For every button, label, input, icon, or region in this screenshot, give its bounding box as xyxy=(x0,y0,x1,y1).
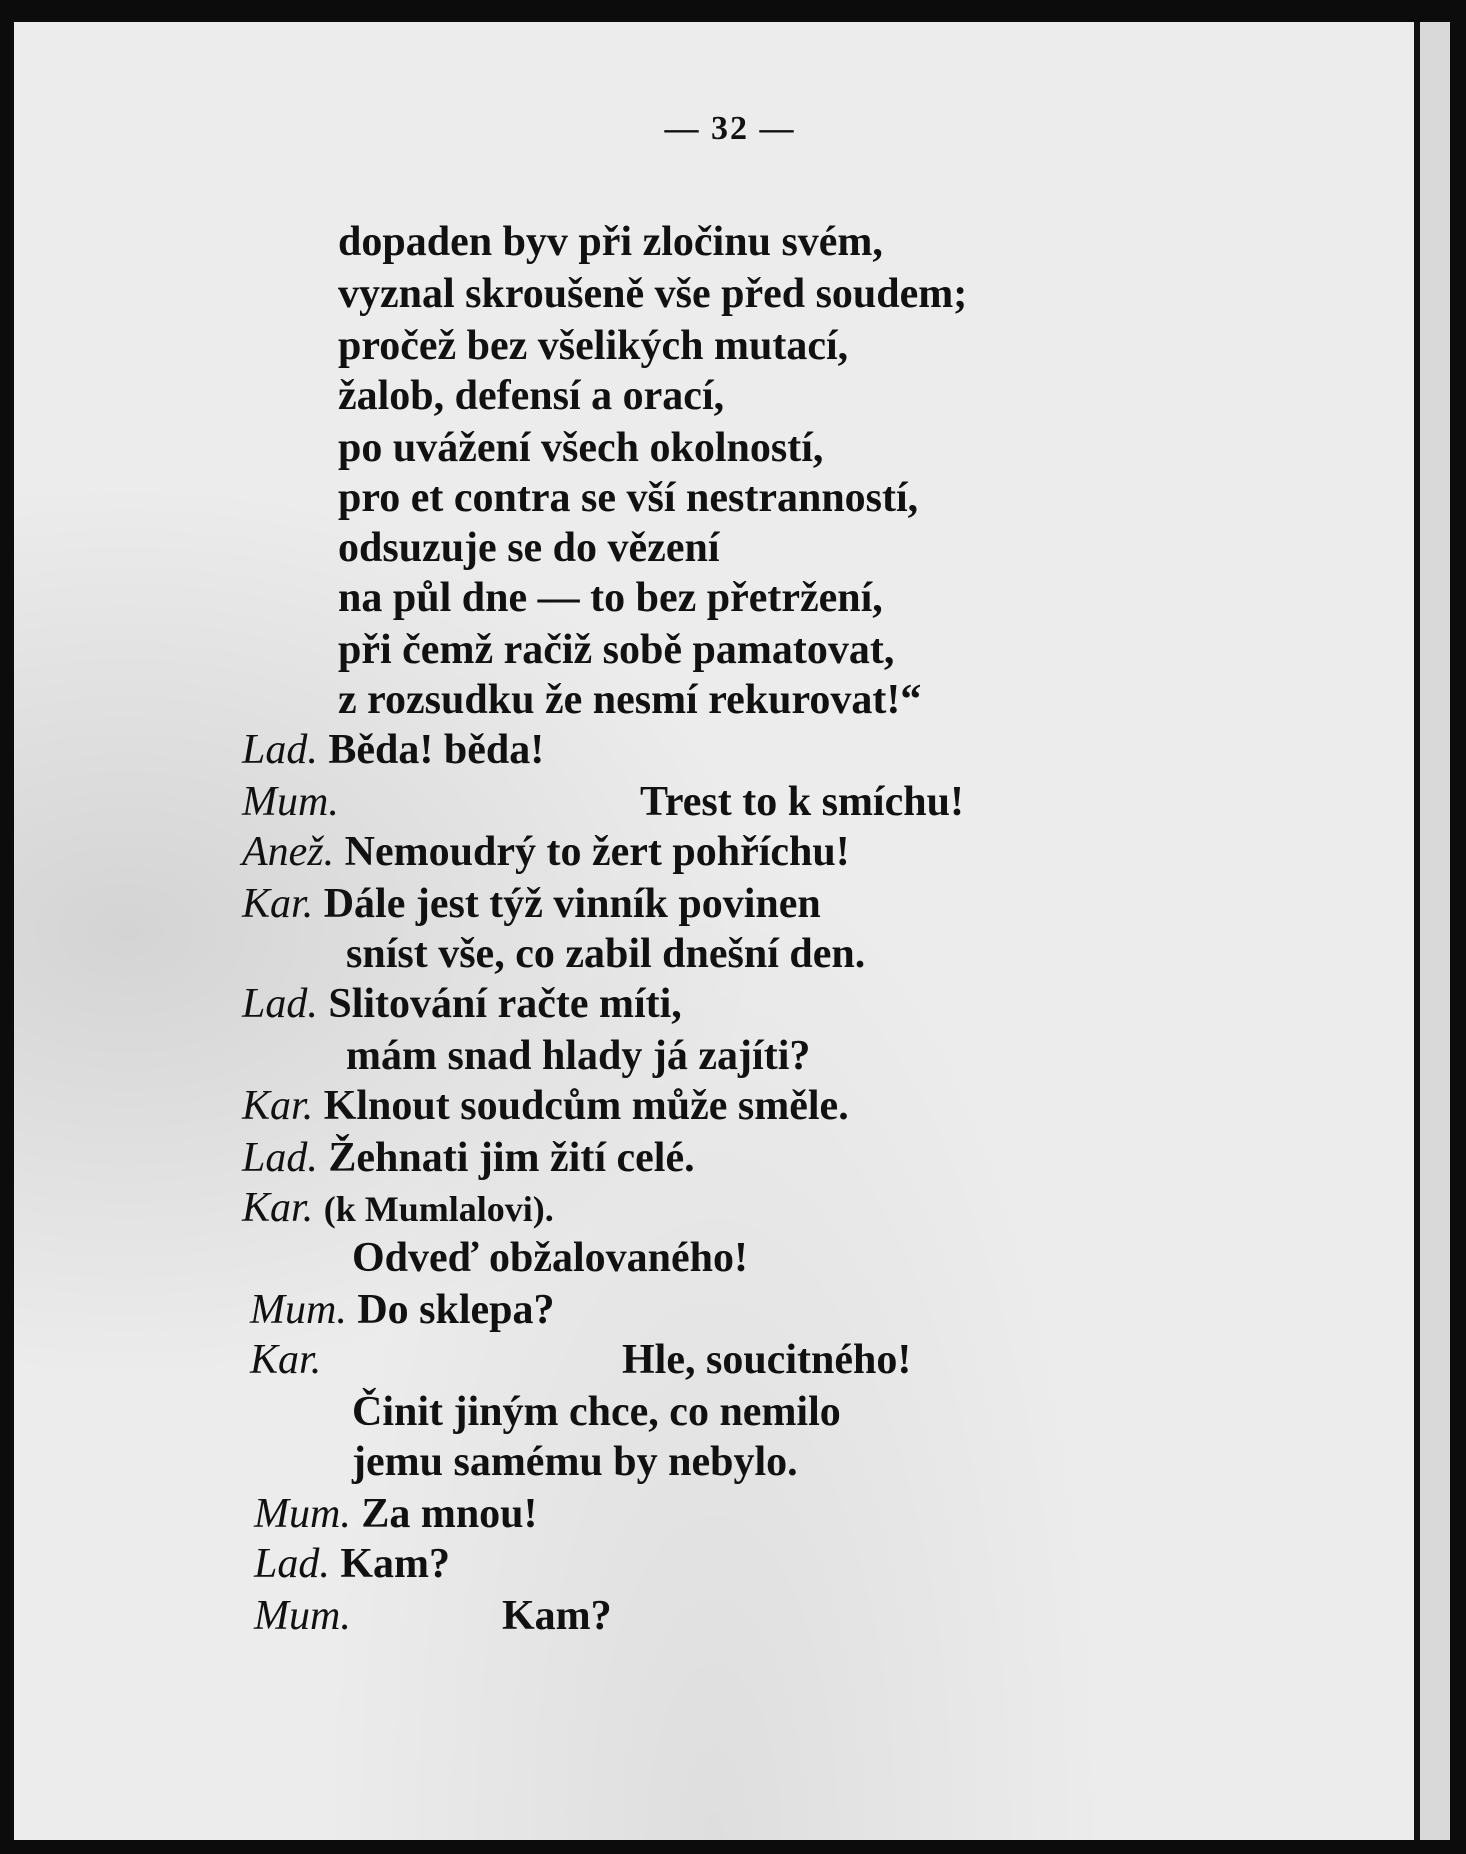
dialogue-line xyxy=(254,1540,450,1588)
speaker-name: Lad. xyxy=(242,981,318,1027)
dialogue-line xyxy=(250,1286,555,1334)
stage-direction: (k Mumlalovi). xyxy=(323,1189,554,1229)
dialogue-text: Klnout soudcům může směle. xyxy=(323,1083,849,1129)
dialogue-text: Trest to k smíchu! xyxy=(640,779,964,825)
dialogue-line xyxy=(242,880,821,928)
speaker-name: Mum. xyxy=(250,1287,347,1333)
dialogue-line xyxy=(242,980,682,1028)
verse-line: vyznal skroušeně vše před soudem; xyxy=(338,271,968,317)
dialogue-text: Dále jest týž vinník povinen xyxy=(323,881,821,927)
speaker-name: Kar. xyxy=(242,881,314,927)
verse-line: na půl dne — to bez přetržení, xyxy=(338,575,883,621)
dialogue-text: Za mnou! xyxy=(361,1491,538,1537)
speaker-name: Kar. xyxy=(242,1185,314,1231)
dialogue-line xyxy=(242,1184,554,1233)
dialogue-text: Hle, soucitného! xyxy=(622,1337,912,1383)
speaker-name: Mum. xyxy=(242,779,339,825)
page-number: — 32 — xyxy=(664,110,796,147)
verse-line: po uvážení všech okolností, xyxy=(338,425,824,471)
verse-line: odsuzuje se do vězení xyxy=(338,525,720,571)
speaker-name: Mum. xyxy=(254,1593,351,1639)
dialogue-line xyxy=(254,1592,351,1640)
speaker-name: Anež. xyxy=(242,829,335,875)
dialogue-continuation: Činit jiným chce, co nemilo xyxy=(352,1389,841,1435)
verse-line: pro et contra se vší nestranností, xyxy=(338,475,919,521)
speaker-name: Lad. xyxy=(254,1541,330,1587)
dialogue-line xyxy=(242,828,850,876)
verse-line: pročež bez všelikých mutací, xyxy=(338,323,849,369)
dialogue-text: Nemoudrý to žert pohříchu! xyxy=(344,829,850,875)
dialogue-line xyxy=(242,1082,849,1130)
adjacent-page-edge xyxy=(1414,22,1450,1840)
dialogue-line xyxy=(242,1134,695,1182)
dialogue-line xyxy=(242,726,544,774)
dialogue-line xyxy=(242,778,339,826)
verse-line: při čemž račiž sobě pamatovat, xyxy=(338,627,895,673)
speaker-name: Kar. xyxy=(250,1337,322,1383)
dialogue-line xyxy=(254,1490,538,1538)
speaker-name: Mum. xyxy=(254,1491,351,1537)
dialogue-line xyxy=(250,1336,321,1384)
dialogue-text: Do sklepa? xyxy=(357,1287,555,1333)
dialogue-text: Žehnati jim žití celé. xyxy=(328,1135,695,1181)
speaker-name: Kar. xyxy=(242,1083,314,1129)
dialogue-text: Kam? xyxy=(340,1541,451,1587)
dialogue-continuation: mám snad hlady já zajíti? xyxy=(346,1033,811,1079)
dialogue-continuation: jemu samému by nebylo. xyxy=(352,1439,798,1485)
speaker-name: Lad. xyxy=(242,1135,318,1181)
dialogue-text: Kam? xyxy=(502,1593,612,1639)
dialogue-continuation: sníst vše, co zabil dnešní den. xyxy=(346,931,866,977)
verse-line: dopaden byv při zločinu svém, xyxy=(338,219,883,265)
dialogue-continuation: Odveď obžalovaného! xyxy=(352,1235,748,1281)
dialogue-text: Běda! běda! xyxy=(328,727,545,773)
dialogue-text: Slitování račte míti, xyxy=(328,981,682,1027)
verse-line: žalob, defensí a orací, xyxy=(338,373,725,419)
speaker-name: Lad. xyxy=(242,727,318,773)
verse-line: z rozsudku že nesmí rekurovat!“ xyxy=(338,677,922,723)
